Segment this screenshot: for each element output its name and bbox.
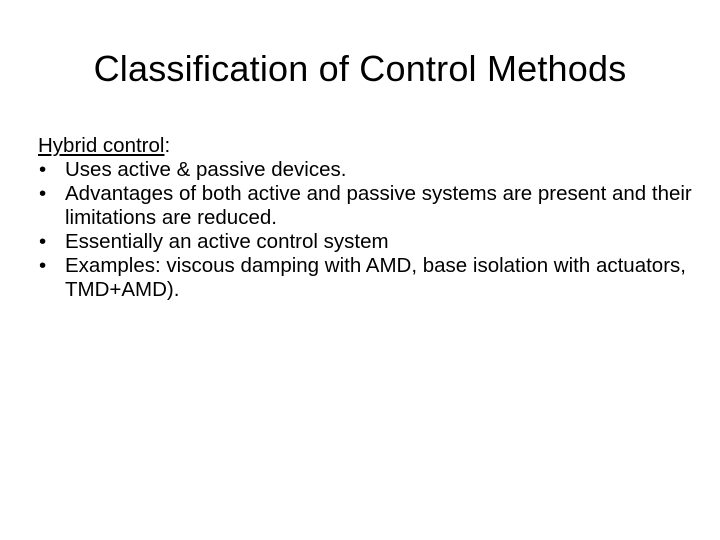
section-heading-colon: : [164,134,171,157]
bullet-text: Examples: viscous damping with AMD, base isolation with actuators, TMD+AMD). [65,254,686,301]
bullet-item [38,158,698,182]
slide-title: Classification of Control Methods [93,48,627,89]
section-heading-line [38,134,698,158]
slide-body [38,134,698,302]
bullet-text: Essentially an active control system [65,230,389,253]
bullet-icon: • [39,182,47,205]
section-heading: Hybrid control [38,134,165,157]
bullet-list [38,158,698,302]
bullet-icon: • [39,158,47,181]
bullet-text: Advantages of both active and passive systems are present and their limitations are reduced. [65,182,692,229]
bullet-item [38,254,698,302]
bullet-item [38,230,698,254]
bullet-item [38,182,698,230]
bullet-text: Uses active & passive devices. [65,158,347,181]
bullet-icon: • [39,254,47,277]
bullet-icon: • [39,230,47,253]
